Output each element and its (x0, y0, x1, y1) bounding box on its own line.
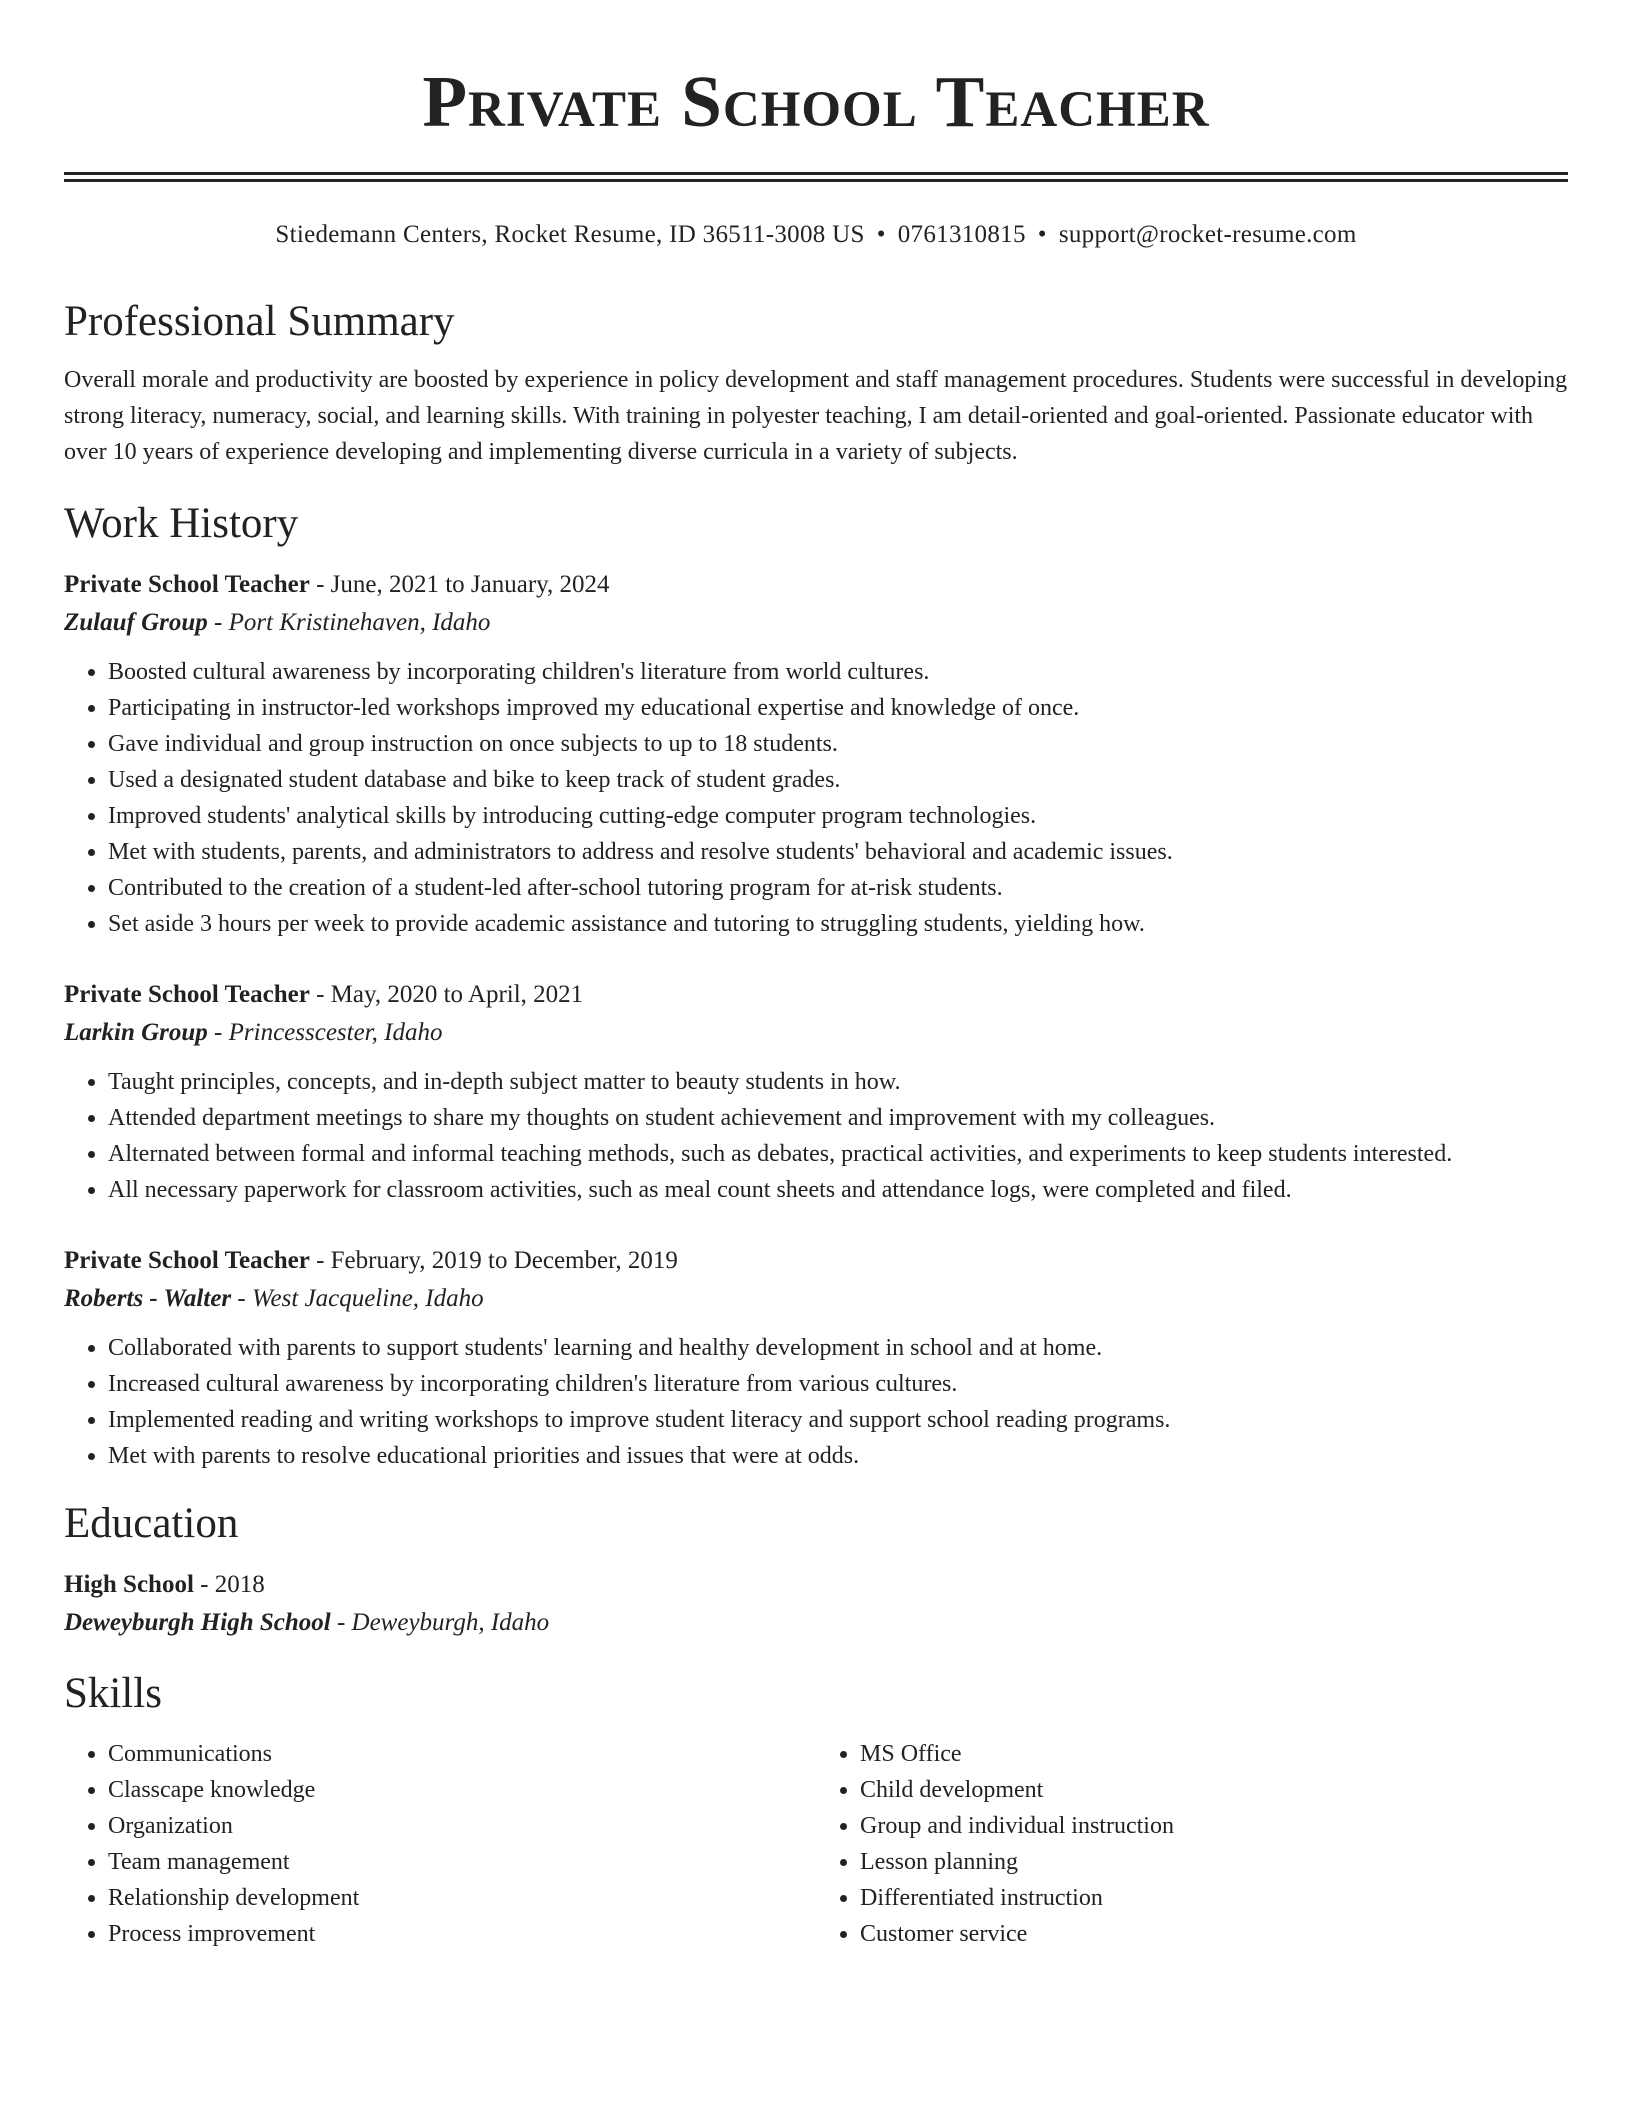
job-company: Zulauf Group (64, 609, 208, 636)
skill-item: • Process improvement (108, 1916, 816, 1952)
education-degree-line (64, 1566, 1568, 1604)
job-duty: • All necessary paperwork for classroom activities, such as meal count sheets and attendance logs, were completed and filed. (108, 1172, 1568, 1208)
contact-separator: • (1037, 221, 1047, 248)
job-duties-list (64, 1064, 1568, 1208)
contact-address: Stiedemann Centers, Rocket Resume, ID 36511-3008 US (275, 221, 865, 248)
job-company: Roberts - Walter (64, 1285, 232, 1312)
job-dates: - May, 2020 to April, 2021 (309, 981, 584, 1008)
contact-separator: • (876, 221, 886, 248)
skill-item: • Classcape knowledge (108, 1772, 816, 1808)
skill-item: • MS Office (860, 1736, 1568, 1772)
job-duty: • Implemented reading and writing workshops to improve student literacy and support school reading programs. (108, 1402, 1568, 1438)
skill-item: • Communications (108, 1736, 816, 1772)
job-duty: • Collaborated with parents to support students' learning and healthy development in school and at home. (108, 1330, 1568, 1366)
job-duty: • Gave individual and group instruction on once subjects to up to 18 students. (108, 726, 1568, 762)
education-degree: High School (64, 1571, 194, 1598)
job-duty: • Boosted cultural awareness by incorporating children's literature from world cultures. (108, 654, 1568, 690)
job-duties-list (64, 654, 1568, 942)
work-history-heading: Work History (64, 500, 299, 547)
job-heading (64, 1242, 1568, 1280)
job-duty: • Improved students' analytical skills by introducing cutting-edge computer program technologies. (108, 798, 1568, 834)
summary-text: Overall morale and productivity are boosted by experience in policy development and staff management procedures. Students were successful in developing strong literacy, numeracy, social, and learning skills. With training in polyester teaching, I am detail-oriented and goal-oriented. Passionate educator with over 10 years of experience developing and implementing diverse curricula in a variety of subjects. (64, 367, 1568, 465)
job-heading (64, 976, 1568, 1014)
job-title: Private School Teacher (64, 981, 310, 1008)
job-title: Private School Teacher (64, 1247, 310, 1274)
job-duty: • Contributed to the creation of a student-led after-school tutoring program for at-risk students. (108, 870, 1568, 906)
job-dates: - February, 2019 to December, 2019 (309, 1247, 678, 1274)
job-duty: • Participating in instructor-led workshops improved my educational expertise and knowledge of once. (108, 690, 1568, 726)
job-duties-list (64, 1330, 1568, 1474)
job-heading (64, 566, 1568, 604)
job-duty: • Met with students, parents, and administrators to address and resolve students' behavioral and academic issues. (108, 834, 1568, 870)
job-duty: • Alternated between formal and informal teaching methods, such as debates, practical activities, and experiments to keep students interested. (108, 1136, 1568, 1172)
job-duty: • Met with parents to resolve educational priorities and issues that were at odds. (108, 1438, 1568, 1474)
job-entry (64, 976, 1568, 1208)
education-year: - 2018 (193, 1571, 265, 1598)
skills-columns (64, 1736, 1568, 1952)
job-duty: • Set aside 3 hours per week to provide academic assistance and tutoring to struggling students, yielding how. (108, 906, 1568, 942)
education-school: Deweyburgh High School (64, 1609, 331, 1636)
job-location: - Princesscester, Idaho (207, 1019, 443, 1046)
contact-line (64, 218, 1568, 252)
skill-item: • Differentiated instruction (860, 1880, 1568, 1916)
job-employer (64, 604, 1568, 642)
job-company: Larkin Group (64, 1019, 208, 1046)
education-location: - Deweyburgh, Idaho (330, 1609, 550, 1636)
skill-item: • Customer service (860, 1916, 1568, 1952)
skill-item: • Team management (108, 1844, 816, 1880)
job-duty: • Taught principles, concepts, and in-depth subject matter to beauty students in how. (108, 1064, 1568, 1100)
job-location: - West Jacqueline, Idaho (231, 1285, 484, 1312)
job-dates: - June, 2021 to January, 2024 (309, 571, 610, 598)
summary-heading: Professional Summary (64, 298, 455, 345)
job-entry (64, 1242, 1568, 1474)
education-school-line (64, 1604, 1568, 1642)
job-duty: • Increased cultural awareness by incorporating children's literature from various cultures. (108, 1366, 1568, 1402)
resume-title: Private School Teacher (422, 61, 1210, 142)
job-title: Private School Teacher (64, 571, 310, 598)
job-employer (64, 1014, 1568, 1052)
skills-list-left (64, 1736, 816, 1952)
education-heading: Education (64, 1500, 239, 1547)
job-duty: • Used a designated student database and bike to keep track of student grades. (108, 762, 1568, 798)
contact-phone: 0761310815 (897, 221, 1026, 248)
skills-heading: Skills (64, 1670, 162, 1717)
job-location: - Port Kristinehaven, Idaho (207, 609, 491, 636)
skills-list-right (816, 1736, 1568, 1952)
skill-item: • Organization (108, 1808, 816, 1844)
skill-item: • Lesson planning (860, 1844, 1568, 1880)
job-entry (64, 566, 1568, 942)
skill-item: • Relationship development (108, 1880, 816, 1916)
title-divider (64, 172, 1568, 182)
skill-item: • Group and individual instruction (860, 1808, 1568, 1844)
skill-item: • Child development (860, 1772, 1568, 1808)
job-duty: • Attended department meetings to share my thoughts on student achievement and improvement with my colleagues. (108, 1100, 1568, 1136)
contact-email: support@rocket-resume.com (1058, 221, 1357, 248)
job-employer (64, 1280, 1568, 1318)
